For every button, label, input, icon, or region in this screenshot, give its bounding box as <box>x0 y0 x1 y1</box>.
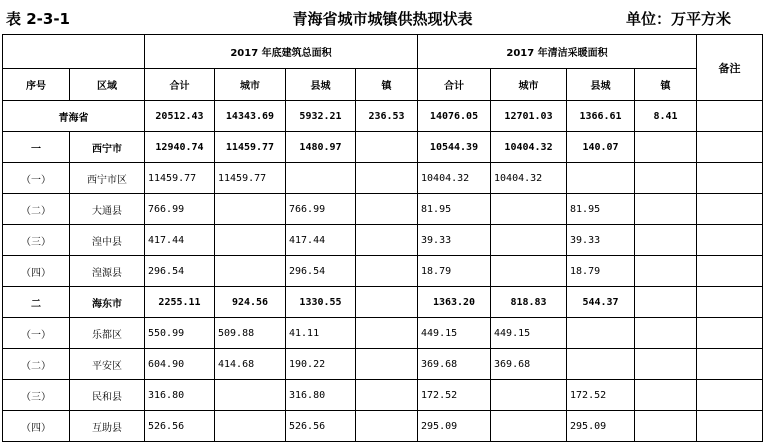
cell-note <box>697 194 763 225</box>
cell-b-city: 10404.32 <box>491 132 567 163</box>
cell-seq: （四） <box>3 256 70 287</box>
cell-seq: （二） <box>3 194 70 225</box>
cell-a-town: 236.53 <box>356 101 418 132</box>
table-row <box>3 380 763 411</box>
cell-a-county: 1330.55 <box>286 287 356 318</box>
cell-region: 湟中县 <box>70 225 145 256</box>
header-b-city: 城市 <box>491 69 567 101</box>
cell-note <box>697 411 763 442</box>
header-b-county: 县城 <box>567 69 635 101</box>
cell-a-county: 5932.21 <box>286 101 356 132</box>
cell-b-county: 1366.61 <box>567 101 635 132</box>
cell-a-town <box>356 287 418 318</box>
cell-a-city: 509.88 <box>215 318 286 349</box>
cell-a-total: 766.99 <box>145 194 215 225</box>
table-row <box>3 318 763 349</box>
header-note: 备注 <box>697 35 763 101</box>
cell-seq: （一） <box>3 318 70 349</box>
cell-b-county: 140.07 <box>567 132 635 163</box>
cell-b-city <box>491 256 567 287</box>
cell-a-city <box>215 194 286 225</box>
cell-b-total: 1363.20 <box>418 287 491 318</box>
cell-a-city: 14343.69 <box>215 101 286 132</box>
cell-b-total: 39.33 <box>418 225 491 256</box>
cell-a-city <box>215 380 286 411</box>
cell-a-total: 20512.43 <box>145 101 215 132</box>
cell-b-city <box>491 411 567 442</box>
cell-b-total: 10544.39 <box>418 132 491 163</box>
cell-region: 互助县 <box>70 411 145 442</box>
table-row <box>3 411 763 442</box>
cell-a-city: 924.56 <box>215 287 286 318</box>
table-body <box>3 101 763 442</box>
cell-b-town <box>635 132 697 163</box>
cell-a-town <box>356 318 418 349</box>
cell-a-total: 296.54 <box>145 256 215 287</box>
header-seq: 序号 <box>3 69 70 101</box>
cell-b-total: 10404.32 <box>418 163 491 194</box>
header-region: 区域 <box>70 69 145 101</box>
table-row <box>3 194 763 225</box>
cell-a-county <box>286 163 356 194</box>
heating-status-table <box>2 34 763 442</box>
cell-a-town <box>356 380 418 411</box>
cell-a-county: 1480.97 <box>286 132 356 163</box>
cell-region: 平安区 <box>70 349 145 380</box>
header-a-total: 合计 <box>145 69 215 101</box>
cell-region: 海东市 <box>70 287 145 318</box>
header-row-groups <box>3 35 763 69</box>
cell-b-county <box>567 318 635 349</box>
table-row <box>3 225 763 256</box>
cell-a-town <box>356 349 418 380</box>
cell-region: 湟源县 <box>70 256 145 287</box>
cell-seq: （三） <box>3 225 70 256</box>
cell-a-county: 526.56 <box>286 411 356 442</box>
header-group-clean-heating-area: 2017 年清洁采暖面积 <box>418 35 697 69</box>
cell-a-town <box>356 256 418 287</box>
cell-b-total: 295.09 <box>418 411 491 442</box>
cell-note <box>697 101 763 132</box>
cell-b-total: 172.52 <box>418 380 491 411</box>
cell-a-total: 316.80 <box>145 380 215 411</box>
cell-b-city: 818.83 <box>491 287 567 318</box>
cell-a-total: 11459.77 <box>145 163 215 194</box>
cell-region: 西宁市区 <box>70 163 145 194</box>
cell-b-town <box>635 225 697 256</box>
table-row <box>3 132 763 163</box>
header-a-city: 城市 <box>215 69 286 101</box>
cell-note <box>697 163 763 194</box>
cell-b-county: 18.79 <box>567 256 635 287</box>
cell-seq: （三） <box>3 380 70 411</box>
cell-b-town <box>635 380 697 411</box>
cell-region: 青海省 <box>3 101 145 132</box>
table-row <box>3 101 763 132</box>
cell-b-county: 172.52 <box>567 380 635 411</box>
table-row <box>3 163 763 194</box>
cell-b-city: 12701.03 <box>491 101 567 132</box>
cell-b-town: 8.41 <box>635 101 697 132</box>
cell-b-county <box>567 349 635 380</box>
cell-note <box>697 318 763 349</box>
cell-a-total: 526.56 <box>145 411 215 442</box>
header-row-columns <box>3 69 763 101</box>
cell-seq: （一） <box>3 163 70 194</box>
cell-b-town <box>635 318 697 349</box>
cell-a-town <box>356 163 418 194</box>
cell-a-total: 550.99 <box>145 318 215 349</box>
table-row <box>3 349 763 380</box>
cell-a-city: 11459.77 <box>215 132 286 163</box>
cell-a-town <box>356 132 418 163</box>
cell-b-county: 295.09 <box>567 411 635 442</box>
cell-b-town <box>635 163 697 194</box>
cell-b-town <box>635 287 697 318</box>
cell-note <box>697 256 763 287</box>
cell-note <box>697 349 763 380</box>
cell-a-county: 316.80 <box>286 380 356 411</box>
cell-b-town <box>635 349 697 380</box>
cell-b-total: 449.15 <box>418 318 491 349</box>
cell-note <box>697 287 763 318</box>
cell-b-county: 81.95 <box>567 194 635 225</box>
cell-b-town <box>635 194 697 225</box>
cell-b-town <box>635 411 697 442</box>
cell-b-total: 369.68 <box>418 349 491 380</box>
cell-seq: 一 <box>3 132 70 163</box>
cell-a-county: 190.22 <box>286 349 356 380</box>
cell-a-city: 414.68 <box>215 349 286 380</box>
cell-note <box>697 225 763 256</box>
cell-seq: （二） <box>3 349 70 380</box>
header-b-total: 合计 <box>418 69 491 101</box>
cell-a-town <box>356 194 418 225</box>
cell-b-city <box>491 225 567 256</box>
cell-a-county: 41.11 <box>286 318 356 349</box>
cell-b-town <box>635 256 697 287</box>
cell-a-town <box>356 225 418 256</box>
cell-note <box>697 132 763 163</box>
cell-a-county: 296.54 <box>286 256 356 287</box>
header-b-town: 镇 <box>635 69 697 101</box>
table-caption <box>0 0 765 34</box>
cell-a-total: 604.90 <box>145 349 215 380</box>
cell-a-city <box>215 411 286 442</box>
cell-b-city: 10404.32 <box>491 163 567 194</box>
cell-region: 民和县 <box>70 380 145 411</box>
table-title: 青海省城市城镇供热现状表 <box>292 10 473 28</box>
cell-b-county: 544.37 <box>567 287 635 318</box>
cell-seq: （四） <box>3 411 70 442</box>
cell-a-total: 12940.74 <box>145 132 215 163</box>
cell-b-city: 369.68 <box>491 349 567 380</box>
cell-seq: 二 <box>3 287 70 318</box>
cell-b-total: 81.95 <box>418 194 491 225</box>
table-number: 表 2-3-1 <box>6 10 70 28</box>
header-group-building-area: 2017 年底建筑总面积 <box>145 35 418 69</box>
cell-a-city: 11459.77 <box>215 163 286 194</box>
cell-b-county: 39.33 <box>567 225 635 256</box>
cell-b-city: 449.15 <box>491 318 567 349</box>
unit-label: 单位：万平方米 <box>625 10 731 28</box>
header-blank <box>3 35 145 69</box>
cell-region: 西宁市 <box>70 132 145 163</box>
cell-a-town <box>356 411 418 442</box>
cell-a-city <box>215 225 286 256</box>
cell-note <box>697 380 763 411</box>
cell-a-county: 766.99 <box>286 194 356 225</box>
cell-b-total: 14076.05 <box>418 101 491 132</box>
header-a-town: 镇 <box>356 69 418 101</box>
cell-b-total: 18.79 <box>418 256 491 287</box>
table-row <box>3 287 763 318</box>
cell-a-total: 2255.11 <box>145 287 215 318</box>
header-a-county: 县城 <box>286 69 356 101</box>
table-row <box>3 256 763 287</box>
cell-a-city <box>215 256 286 287</box>
cell-b-county <box>567 163 635 194</box>
cell-a-total: 417.44 <box>145 225 215 256</box>
cell-b-city <box>491 380 567 411</box>
cell-a-county: 417.44 <box>286 225 356 256</box>
cell-region: 大通县 <box>70 194 145 225</box>
cell-b-city <box>491 194 567 225</box>
cell-region: 乐都区 <box>70 318 145 349</box>
